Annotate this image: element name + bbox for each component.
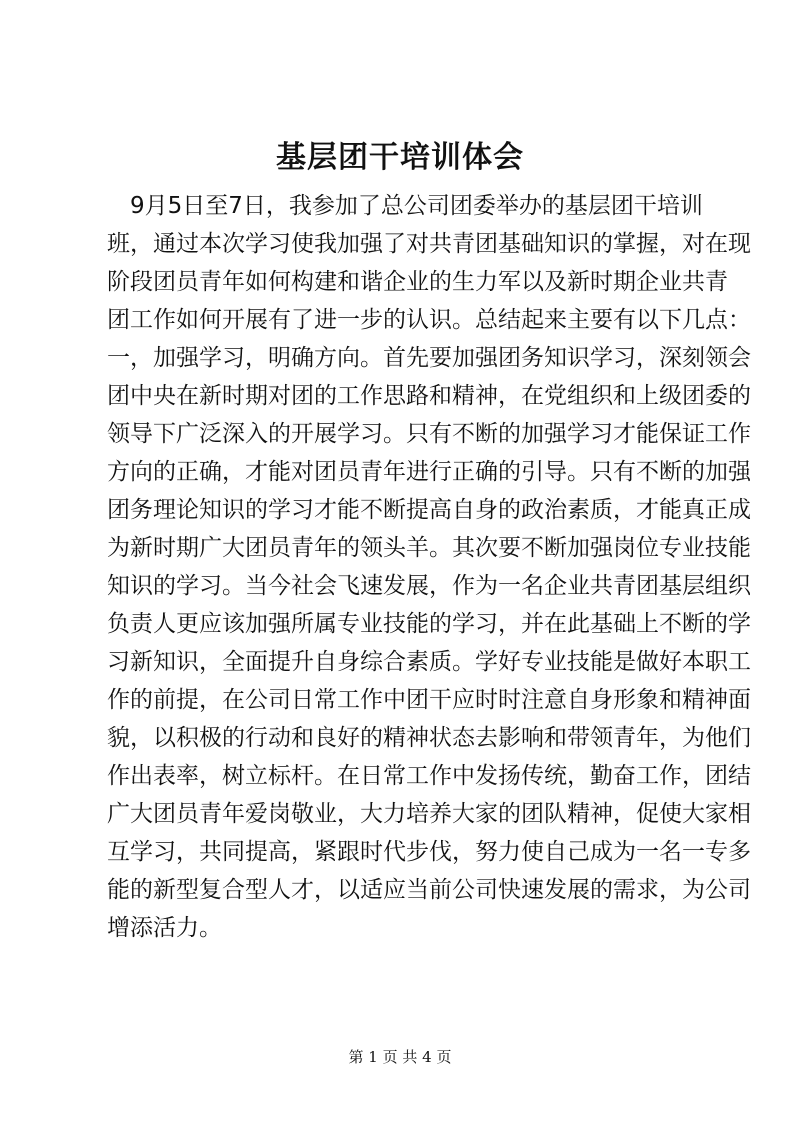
document-title: 基层团干培训体会	[276, 140, 524, 175]
body-line: 互学习，共同提高，紧跟时代步伐，努力使自己成为一名一专多	[107, 839, 751, 865]
body-line: 团工作如何开展有了进一步的认识。总结起来主要有以下几点：	[107, 307, 751, 333]
body-line: 负责人更应该加强所属专业技能的学习，并在此基础上不断的学	[107, 611, 751, 637]
body-line: 一，加强学习，明确方向。首先要加强团务知识学习，深刻领会	[107, 345, 751, 371]
body-line: 领导下广泛深入的开展学习。只有不断的加强学习才能保证工作	[107, 421, 751, 447]
body-line: 广大团员青年爱岗敬业，大力培养大家的团队精神，促使大家相	[107, 801, 751, 827]
body-line: 方向的正确，才能对团员青年进行正确的引导。只有不断的加强	[107, 459, 751, 485]
body-line: 团中央在新时期对团的工作思路和精神，在党组织和上级团委的	[107, 383, 751, 409]
document-body	[107, 187, 751, 947]
body-line: 知识的学习。当今社会飞速发展，作为一名企业共青团基层组织	[107, 573, 751, 599]
body-line: 习新知识，全面提升自身综合素质。学好专业技能是做好本职工	[107, 649, 751, 675]
body-line: 作出表率，树立标杆。在日常工作中发扬传统，勤奋工作，团结	[107, 763, 751, 789]
body-line: 团务理论知识的学习才能不断提高自身的政治素质，才能真正成	[107, 497, 751, 523]
body-line: 作的前提，在公司日常工作中团干应时时注意自身形象和精神面	[107, 687, 751, 713]
body-line: 貌，以积极的行动和良好的精神状态去影响和带领青年，为他们	[107, 725, 751, 751]
body-line: 阶段团员青年如何构建和谐企业的生力军以及新时期企业共青	[107, 269, 728, 295]
body-line: 为新时期广大团员青年的领头羊。其次要不断加强岗位专业技能	[107, 535, 751, 561]
body-line: 班，通过本次学习使我加强了对共青团基础知识的掌握，对在现	[107, 231, 751, 257]
page-footer: 第 1 页 共 4 页	[348, 1048, 452, 1066]
body-line: 增添活力。	[107, 915, 222, 941]
body-line: 9月5日至7日，我参加了总公司团委举办的基层团干培训	[107, 193, 703, 219]
body-line: 能的新型复合型人才，以适应当前公司快速发展的需求，为公司	[107, 877, 751, 903]
